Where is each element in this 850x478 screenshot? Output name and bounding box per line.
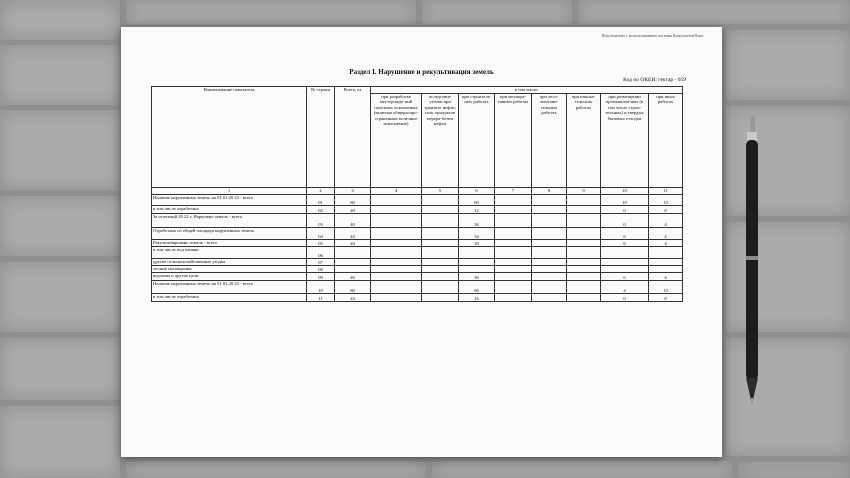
cell-no: 11 xyxy=(307,294,335,302)
brick xyxy=(726,30,850,100)
cell-c9 xyxy=(567,294,601,302)
cell-c10 xyxy=(601,247,649,259)
cell-no: 09 xyxy=(307,273,335,281)
cell-c10: 4 xyxy=(601,281,649,294)
brick xyxy=(0,406,120,478)
table-row xyxy=(152,259,683,266)
table-row xyxy=(152,273,683,281)
header-col-construction: при строитель-ных работах xyxy=(459,94,495,188)
cell-c8 xyxy=(532,266,567,273)
cell-c9 xyxy=(567,240,601,247)
cell-c6: 30 xyxy=(459,240,495,247)
cell-total xyxy=(335,247,371,259)
cell-c6 xyxy=(459,266,495,273)
cell-c9 xyxy=(567,228,601,240)
row-label: в том числе под пашню xyxy=(152,247,307,259)
row-label: водоемы и другие цели xyxy=(152,273,307,281)
header-including: в том числе: xyxy=(371,87,683,94)
header-col-melioration: при мелиора-тивных работах xyxy=(495,94,532,188)
pen-grip xyxy=(746,378,758,400)
header-col-other: при иных работах xyxy=(649,94,683,188)
cell-c11: 4 xyxy=(649,228,683,240)
header-total: Всего, га xyxy=(335,87,371,188)
col-number: 8 xyxy=(532,188,567,195)
cell-total: 40 xyxy=(335,240,371,247)
col-number: 5 xyxy=(422,188,459,195)
cell-c4 xyxy=(371,273,422,281)
cell-c11: 8 xyxy=(649,294,683,302)
table-row xyxy=(152,247,683,259)
cell-total xyxy=(335,259,371,266)
header-col-oil-leak: вследствие утечки при транзите нефти, газа, продуктов перера-ботки нефти xyxy=(422,94,459,188)
col-number: 4 xyxy=(371,188,422,195)
row-label: Наличие нарушенных земель на 01.01.20 23 - всего xyxy=(152,281,307,294)
section-title: Раздел I. Нарушение и рекультивация земель xyxy=(349,68,494,76)
cell-c4 xyxy=(371,266,422,273)
row-label: другие сельскохозяйственные угодья xyxy=(152,259,307,266)
cell-c4 xyxy=(371,228,422,240)
brick xyxy=(578,0,850,24)
cell-c6 xyxy=(459,259,495,266)
cell-total: 44 xyxy=(335,228,371,240)
cell-c11: 10 xyxy=(649,281,683,294)
cell-total: 24 xyxy=(335,294,371,302)
cell-c8 xyxy=(532,281,567,294)
cell-c5 xyxy=(422,214,459,228)
cell-no: 02 xyxy=(307,206,335,214)
brick xyxy=(126,0,416,24)
cell-c10 xyxy=(601,259,649,266)
cell-c10: 6 xyxy=(601,228,649,240)
cell-c6: 36 xyxy=(459,214,495,228)
cell-c6: 60 xyxy=(459,195,495,206)
cell-c8 xyxy=(532,206,567,214)
cell-no: 04 xyxy=(307,228,335,240)
cell-no: 03 xyxy=(307,214,335,228)
cell-c7 xyxy=(495,195,532,206)
cell-c8 xyxy=(532,273,567,281)
cell-c9 xyxy=(567,195,601,206)
col-number: 9 xyxy=(567,188,601,195)
cell-c9 xyxy=(567,281,601,294)
cell-c11: 4 xyxy=(649,273,683,281)
row-label: За отчетный 20 22 г. Нарушено земель - всего xyxy=(152,214,307,228)
cell-no: 07 xyxy=(307,259,335,266)
cell-c5 xyxy=(422,259,459,266)
cell-c4 xyxy=(371,259,422,266)
brick xyxy=(126,461,426,478)
header-name: Наименование показателя xyxy=(152,87,307,188)
cell-c9 xyxy=(567,273,601,281)
cell-c6: 30 xyxy=(459,273,495,281)
cell-c11: 8 xyxy=(649,206,683,214)
pen-tip xyxy=(751,398,753,404)
cell-total: 80 xyxy=(335,195,371,206)
table-row xyxy=(152,195,683,206)
cell-total: 20 xyxy=(335,206,371,214)
cell-no: 05 xyxy=(307,240,335,247)
cell-no: 10 xyxy=(307,281,335,294)
cell-c9 xyxy=(567,259,601,266)
cell-c7 xyxy=(495,228,532,240)
header-col-logging: при лесо-заготови-тельных работах xyxy=(532,94,567,188)
cell-c8 xyxy=(532,247,567,259)
cell-c6 xyxy=(459,247,495,259)
cell-c4 xyxy=(371,206,422,214)
table-row xyxy=(152,214,683,228)
cell-c4 xyxy=(371,294,422,302)
row-label: Наличие нарушенных земель на 01.01.20 22 - всего xyxy=(152,195,307,206)
cell-c7 xyxy=(495,281,532,294)
cell-c10: 0 xyxy=(601,206,649,214)
cell-c11 xyxy=(649,259,683,266)
cell-c5 xyxy=(422,240,459,247)
cell-c11 xyxy=(649,266,683,273)
okei-code: Код по ОКЕИ: гектар - 059 xyxy=(623,77,686,83)
cell-c5 xyxy=(422,206,459,214)
cell-c7 xyxy=(495,294,532,302)
table-row xyxy=(152,281,683,294)
cell-c5 xyxy=(422,281,459,294)
cell-c8 xyxy=(532,259,567,266)
cell-c7 xyxy=(495,259,532,266)
cell-c8 xyxy=(532,228,567,240)
cell-no: 01 xyxy=(307,195,335,206)
table-row xyxy=(152,240,683,247)
row-label: Отработано из общей площади нарушенных земель xyxy=(152,228,307,240)
cell-c6: 66 xyxy=(459,281,495,294)
cell-c7 xyxy=(495,214,532,228)
col-number: 7 xyxy=(495,188,532,195)
cell-c8 xyxy=(532,294,567,302)
cell-c8 xyxy=(532,240,567,247)
cell-c10: 0 xyxy=(601,214,649,228)
col-number: 2 xyxy=(307,188,335,195)
pen-band xyxy=(746,256,758,260)
cell-c6: 16 xyxy=(459,294,495,302)
cell-c11: 4 xyxy=(649,214,683,228)
row-label: лесные насаждения xyxy=(152,266,307,273)
cell-c7 xyxy=(495,240,532,247)
cell-no: 08 xyxy=(307,266,335,273)
brick xyxy=(738,462,850,478)
land-disturbance-table xyxy=(151,86,683,302)
cell-c11 xyxy=(649,247,683,259)
cell-c9 xyxy=(567,247,601,259)
row-label: Рекультивировано земель - всего xyxy=(152,240,307,247)
cell-c7 xyxy=(495,273,532,281)
col-number: 6 xyxy=(459,188,495,195)
cell-c5 xyxy=(422,195,459,206)
brick xyxy=(0,338,120,400)
header-col-waste: при размещении промышлен-ных (в том числе строи-тельных) и твердых бытовых отходов xyxy=(601,94,649,188)
col-number: 10 xyxy=(601,188,649,195)
cell-c4 xyxy=(371,214,422,228)
cell-c6: 34 xyxy=(459,228,495,240)
cell-c10: 6 xyxy=(601,273,649,281)
cell-c5 xyxy=(422,294,459,302)
header-row-no: № строки xyxy=(307,87,335,188)
cell-c11: 10 xyxy=(649,195,683,206)
cell-c10: 0 xyxy=(601,294,649,302)
cell-c10 xyxy=(601,266,649,273)
cell-c9 xyxy=(567,266,601,273)
row-label: в том числе отработано xyxy=(152,294,307,302)
table-body xyxy=(152,195,683,302)
cell-c4 xyxy=(371,281,422,294)
cell-c8 xyxy=(532,195,567,206)
cell-c11: 4 xyxy=(649,240,683,247)
cell-no: 06 xyxy=(307,247,335,259)
cell-c7 xyxy=(495,247,532,259)
col-number: 11 xyxy=(649,188,683,195)
header-note: Подготовлено с использованием системы КонсультантПлюс xyxy=(601,33,704,38)
brick xyxy=(0,196,120,256)
header-col-survey: при изыска-тельских работах xyxy=(567,94,601,188)
cell-c9 xyxy=(567,214,601,228)
cell-c5 xyxy=(422,273,459,281)
row-label: в том числе отработано xyxy=(152,206,307,214)
cell-c4 xyxy=(371,240,422,247)
cell-c4 xyxy=(371,247,422,259)
table-row xyxy=(152,228,683,240)
cell-c5 xyxy=(422,228,459,240)
brick xyxy=(0,45,120,105)
cell-c8 xyxy=(532,214,567,228)
cell-c9 xyxy=(567,206,601,214)
cell-total: 40 xyxy=(335,214,371,228)
cell-c7 xyxy=(495,206,532,214)
cell-c4 xyxy=(371,195,422,206)
col-number: 3 xyxy=(335,188,371,195)
brick xyxy=(432,461,732,478)
table-row xyxy=(152,294,683,302)
table-row xyxy=(152,206,683,214)
brick xyxy=(0,262,120,332)
cell-c7 xyxy=(495,266,532,273)
cell-c5 xyxy=(422,266,459,273)
cell-c6: 12 xyxy=(459,206,495,214)
pen-image xyxy=(741,116,763,406)
col-number: 1 xyxy=(152,188,307,195)
cell-c10: 10 xyxy=(601,195,649,206)
cell-total xyxy=(335,266,371,273)
cell-total: 80 xyxy=(335,281,371,294)
brick xyxy=(0,0,120,40)
cell-c5 xyxy=(422,247,459,259)
cell-c10: 6 xyxy=(601,240,649,247)
brick xyxy=(0,110,120,190)
brick xyxy=(422,0,572,24)
form-sheet xyxy=(121,27,722,457)
cell-total: 40 xyxy=(335,273,371,281)
header-col-mining: при разработке месторожде-ний полезных ископаемых (включая общераспро-страненные полезные ископаемые) xyxy=(371,94,422,188)
table-row xyxy=(152,266,683,273)
